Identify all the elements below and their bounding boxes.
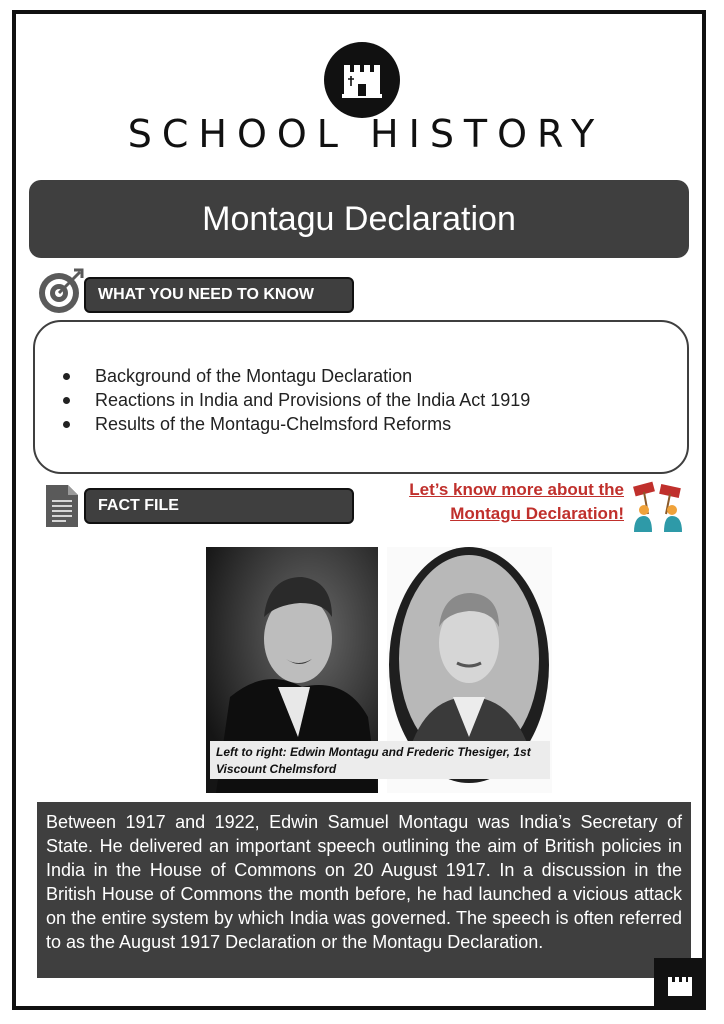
logo [324,42,400,118]
castle-icon [324,42,400,118]
castle-icon [654,958,706,1010]
learn-more-link[interactable] [409,478,624,526]
document-icon [44,483,80,534]
photo-caption: Left to right: Edwin Montagu and Frederic Thesiger, 1st Viscount Chelmsford [210,741,550,779]
list-item: Background of the Montagu Declaration [61,364,530,388]
brand-title: SCHOOL HISTORY [127,112,605,156]
protest-icon [630,478,686,537]
fact-file-label: FACT FILE [84,488,354,524]
learn-more-line-1: Let’s know more about the [409,480,624,499]
page-title: Montagu Declaration [29,180,689,258]
what-you-need-list [61,364,530,436]
list-item: Reactions in India and Provisions of the India Act 1919 [61,388,530,412]
target-icon [36,266,86,321]
learn-more-line-2: Montagu Declaration! [450,504,624,523]
what-you-need-box [33,320,689,474]
list-item: Results of the Montagu-Chelmsford Reforms [61,412,530,436]
body-paragraph: Between 1917 and 1922, Edwin Samuel Montagu was India’s Secretary of State. He delivered an important speech outlining the aim of British policies in India in the House of Commons on 20 August 1917. In a discussion in the British House of Commons the month before, he had launched a vicious attack on the entire system by which India was governed. The speech is often referred to as the August 1917 Declaration or the Montagu Declaration. [37,802,691,978]
what-you-need-label: WHAT YOU NEED TO KNOW [84,277,354,313]
corner-logo [654,958,706,1010]
